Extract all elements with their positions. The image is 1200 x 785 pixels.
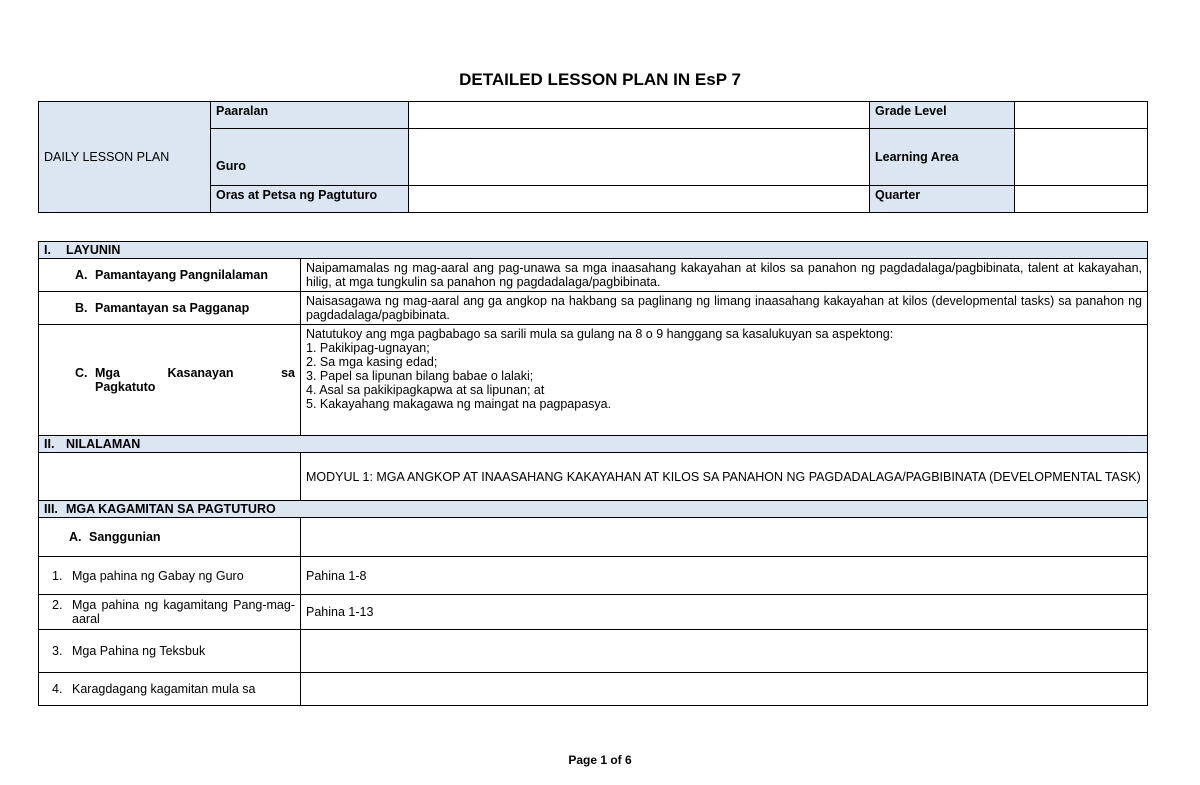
item-title: Sanggunian	[89, 530, 161, 544]
row-kagamitang-pang-mag-aaral	[39, 595, 1148, 630]
mga-kasanayan-content	[301, 325, 1148, 436]
section-title: NILALAMAN	[66, 437, 141, 451]
item-label: Karagdagang kagamitan mula sa	[72, 682, 256, 696]
guro-field[interactable]	[409, 129, 870, 186]
kasanayan-item: 1. Pakikipag-ugnayan;	[306, 341, 430, 355]
item-number: 2.	[52, 598, 63, 612]
section-layunin	[39, 242, 1148, 259]
section-number: I.	[44, 243, 51, 257]
mga-kasanayan-title: Mga Kasanayan sa	[95, 366, 295, 380]
row-karagdagang-kagamitan	[39, 673, 1148, 706]
item-title: Pamantayan sa Pagganap	[95, 301, 250, 315]
item-letter: B.	[75, 301, 88, 315]
grade-level-label: Grade Level	[870, 102, 1015, 129]
oras-label: Oras at Petsa ng Pagtuturo	[211, 186, 409, 213]
grade-level-field[interactable]	[1015, 102, 1148, 129]
item-number: 3.	[52, 644, 63, 658]
item-letter: C.	[75, 366, 88, 380]
paaralan-field[interactable]	[409, 102, 870, 129]
nilalaman-text: MODYUL 1: MGA ANGKOP AT INAASAHANG KAKAYAHAN AT KILOS SA PANAHON NG PAGDADALAGA/PAGBIBINATA (DEVELOPMENTAL TASK)	[301, 453, 1148, 501]
header-table	[38, 101, 1148, 213]
row-pamantayan-sa-pagganap	[39, 292, 1148, 325]
kasanayan-item: 2. Sa mga kasing edad;	[306, 355, 438, 369]
item-label: Mga Pahina ng Teksbuk	[72, 644, 206, 658]
quarter-label: Quarter	[870, 186, 1015, 213]
row-nilalaman	[39, 453, 1148, 501]
guro-label: Guro	[211, 129, 409, 186]
page-title: DETAILED LESSON PLAN IN EsP 7	[459, 70, 741, 89]
row-gabay-ng-guro	[39, 557, 1148, 595]
section-nilalaman	[39, 436, 1148, 453]
kasanayan-intro: Natutukoy ang mga pagbabago sa sarili mula sa gulang na 8 o 9 hanggang sa kasalukuyan sa aspektong:	[306, 327, 894, 341]
page-number: Page 1 of 6	[568, 753, 632, 767]
paaralan-label: Paaralan	[211, 102, 409, 129]
learning-area-label: Learning Area	[870, 129, 1015, 186]
nilalaman-blank	[39, 453, 301, 501]
daily-lesson-plan-label: DAILY LESSON PLAN	[39, 102, 211, 213]
row-sanggunian	[39, 518, 1148, 557]
mga-kasanayan-title-line2: Pagkatuto	[95, 380, 156, 394]
item-label: Mga pahina ng Gabay ng Guro	[72, 568, 244, 583]
item-value	[301, 673, 1148, 706]
item-label: Mga pahina ng kagamitang Pang-mag-aaral	[72, 598, 295, 626]
item-letter: A.	[69, 530, 82, 544]
kasanayan-item: 5. Kakayahang makagawa ng maingat na pagpapasya.	[306, 397, 612, 411]
pamantayang-pangnilalaman-text: Naipamamalas ng mag-aaral ang pag-unawa sa mga inaasahang kakayahan at kilos sa panahon ng pagdadalaga/pagbibinata, talent at kakayahan, hilig, at mga tungkulin sa panahon ng pagdadalaga/pagbibinata.	[301, 259, 1148, 292]
section-number: II.	[44, 437, 55, 451]
kasanayan-item: 4. Asal sa pakikipagkapwa at sa lipunan; at	[306, 383, 545, 397]
item-number: 4.	[52, 682, 63, 696]
kasanayan-item: 3. Papel sa lipunan bilang babae o lalaki;	[306, 369, 534, 383]
lesson-plan-table	[38, 241, 1148, 706]
section-title: MGA KAGAMITAN SA PAGTUTURO	[66, 502, 276, 516]
item-number: 1.	[52, 568, 63, 583]
row-mga-kasanayan	[39, 325, 1148, 436]
section-title: LAYUNIN	[66, 243, 121, 257]
row-teksbuk	[39, 630, 1148, 673]
quarter-field[interactable]	[1015, 186, 1148, 213]
learning-area-field[interactable]	[1015, 129, 1148, 186]
item-value: Pahina 1-8	[301, 557, 1148, 595]
pamantayan-sa-pagganap-text: Naisasagawa ng mag-aaral ang ga angkop na hakbang sa paglinang ng limang inaasahang kakayahan at kilos (developmental tasks) sa panahon ng pagdadalaga/pagbibinata.	[301, 292, 1148, 325]
item-title: Pamantayang Pangnilalaman	[95, 268, 268, 282]
section-number: III.	[44, 502, 58, 516]
section-kagamitan	[39, 501, 1148, 518]
item-value: Pahina 1-13	[301, 595, 1148, 630]
item-letter: A.	[75, 268, 88, 282]
row-pamantayang-pangnilalaman	[39, 259, 1148, 292]
item-value	[301, 630, 1148, 673]
oras-field[interactable]	[409, 186, 870, 213]
sanggunian-value	[301, 518, 1148, 557]
